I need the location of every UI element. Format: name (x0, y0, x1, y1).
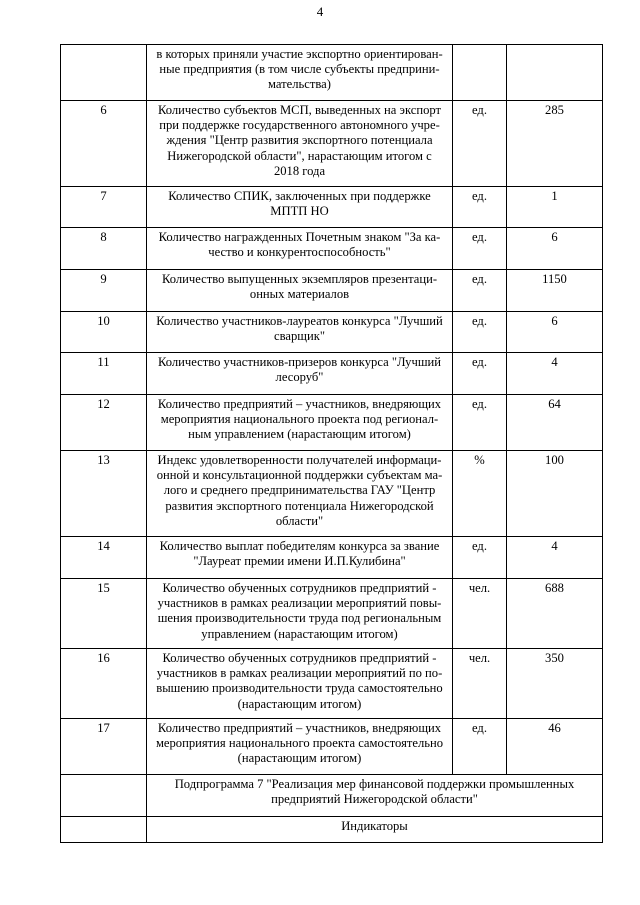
description-line: Нижегородской области", нарастающим итогом с (167, 148, 432, 163)
row-description-cell (147, 537, 453, 579)
description-line: (нарастающим итогом) (237, 696, 362, 711)
table-row (61, 579, 603, 649)
table-row-indicators (61, 817, 603, 843)
row-description-cell (147, 101, 453, 187)
row-value-cell: 1 (507, 187, 603, 228)
table-row (61, 312, 603, 353)
description-line: участников в рамках реализации мероприятий повы- (157, 596, 442, 611)
row-description-cell (147, 45, 453, 101)
description-line: лесоруб" (275, 370, 324, 385)
row-number-cell: 17 (61, 719, 147, 775)
description-line: МПТП НО (270, 204, 329, 219)
description-line: мероприятия национального проекта самостоятельно (155, 736, 444, 751)
description-line: области" (275, 513, 324, 528)
description-line: "Лауреат премии имени И.П.Кулибина" (193, 554, 406, 569)
description-line: ждения "Центр развития экспортного потенциала (166, 133, 433, 148)
description-line: Количество участников-призеров конкурса "Лучший (157, 355, 441, 369)
row-value-cell: 46 (507, 719, 603, 775)
subprogram-heading (147, 775, 603, 817)
description-line: Индекс удовлетворенности получателей информаци- (157, 453, 442, 467)
row-value-cell: 1150 (507, 270, 603, 312)
table-row-subprogram (61, 775, 603, 817)
subprogram-line: предприятий Нижегородской области" (271, 792, 478, 807)
row-unit-cell: ед. (453, 719, 507, 775)
description-line: ным управлением (нарастающим итогом) (188, 427, 411, 442)
row-number-cell: 6 (61, 101, 147, 187)
indicators-heading: Индикаторы (147, 817, 603, 843)
row-number-cell: 15 (61, 579, 147, 649)
row-description-cell (147, 451, 453, 537)
indicators-table (60, 44, 603, 843)
description-line: развития экспортного потенциала Нижегородской (165, 498, 434, 513)
description-line: мероприятия национального проекта под регионал- (160, 412, 439, 427)
table-row (61, 395, 603, 451)
row-number-cell: 9 (61, 270, 147, 312)
description-line: онной и консультационной поддержки субъектам ма- (156, 468, 443, 483)
row-unit-cell: ед. (453, 537, 507, 579)
row-description-cell (147, 228, 453, 270)
row-value-cell: 350 (507, 649, 603, 719)
description-line: сварщик" (274, 329, 325, 344)
description-line: Количество предприятий – участников, внедряющих (157, 721, 442, 735)
row-unit-cell: ед. (453, 187, 507, 228)
description-line: шения производительности труда под региональным (157, 611, 442, 626)
row-number-cell: 13 (61, 451, 147, 537)
description-line: (нарастающим итогом) (237, 751, 362, 766)
row-number-cell: 7 (61, 187, 147, 228)
row-unit-cell: ед. (453, 395, 507, 451)
row-value-cell: 6 (507, 312, 603, 353)
table-row (61, 187, 603, 228)
description-line: Количество выпущенных экземпляров презентаци- (161, 272, 438, 286)
table-row-continuation (61, 45, 603, 101)
row-description-cell (147, 395, 453, 451)
row-number-cell: 16 (61, 649, 147, 719)
row-number-cell: 8 (61, 228, 147, 270)
row-value-cell: 4 (507, 537, 603, 579)
row-number-cell (61, 817, 147, 843)
description-line: при поддержке государственного автономного учре- (159, 118, 440, 133)
description-line: 2018 года (273, 163, 326, 178)
table-row (61, 101, 603, 187)
row-unit-cell: ед. (453, 312, 507, 353)
table-row (61, 228, 603, 270)
description-line: Количество выплат победителям конкурса за звание (159, 539, 440, 553)
description-line: вышению производительности труда самостоятельно (156, 681, 443, 696)
description-line: онных материалов (249, 287, 350, 302)
row-unit-cell: чел. (453, 579, 507, 649)
table-row (61, 719, 603, 775)
subprogram-line: Подпрограмма 7 "Реализация мер финансовой поддержки промышленных (174, 777, 575, 791)
row-description-cell (147, 353, 453, 395)
row-value-cell: 4 (507, 353, 603, 395)
row-unit-cell: ед. (453, 353, 507, 395)
row-description-cell (147, 312, 453, 353)
row-description-cell (147, 579, 453, 649)
row-value-cell (507, 45, 603, 101)
row-unit-cell: чел. (453, 649, 507, 719)
row-number-cell: 11 (61, 353, 147, 395)
description-line: чество и конкурентоспособность" (208, 245, 391, 260)
row-number-cell (61, 45, 147, 101)
row-description-cell (147, 649, 453, 719)
row-description-cell (147, 719, 453, 775)
description-line: Количество обученных сотрудников предприятий - (162, 581, 437, 595)
description-line: лого и среднего предпринимательства ГАУ "Центр (163, 483, 436, 498)
row-unit-cell: ед. (453, 228, 507, 270)
row-description-cell (147, 187, 453, 228)
table-row (61, 649, 603, 719)
table-row (61, 270, 603, 312)
row-number-cell: 10 (61, 312, 147, 353)
description-line: Количество награжденных Почетным знаком "За ка- (158, 230, 441, 244)
row-unit-cell: % (453, 451, 507, 537)
page-number: 4 (316, 4, 324, 19)
row-number-cell: 12 (61, 395, 147, 451)
row-value-cell: 64 (507, 395, 603, 451)
row-unit-cell (453, 45, 507, 101)
description-line: Количество обученных сотрудников предприятий - (162, 651, 437, 665)
row-value-cell: 285 (507, 101, 603, 187)
row-unit-cell: ед. (453, 101, 507, 187)
row-value-cell: 100 (507, 451, 603, 537)
description-line: в которых приняли участие экспортно ориентирован- (156, 47, 443, 61)
row-value-cell: 6 (507, 228, 603, 270)
description-line: ные предприятия (в том числе субъекты предприни- (159, 62, 440, 77)
table-row (61, 451, 603, 537)
row-number-cell: 14 (61, 537, 147, 579)
table-row (61, 537, 603, 579)
description-line: Количество участников-лауреатов конкурса "Лучший (156, 314, 443, 328)
description-line: Количество предприятий – участников, внедряющих (157, 397, 442, 411)
row-number-cell (61, 775, 147, 817)
description-line: Количество субъектов МСП, выведенных на экспорт (157, 103, 442, 117)
row-description-cell (147, 270, 453, 312)
description-line: участников в рамках реализации мероприятий по по- (156, 666, 443, 681)
table-row (61, 353, 603, 395)
description-line: мательства) (268, 77, 331, 92)
row-value-cell: 688 (507, 579, 603, 649)
description-line: Количество СПИК, заключенных при поддержке (168, 189, 431, 203)
row-unit-cell: ед. (453, 270, 507, 312)
description-line: управлением (нарастающим итогом) (201, 626, 398, 641)
